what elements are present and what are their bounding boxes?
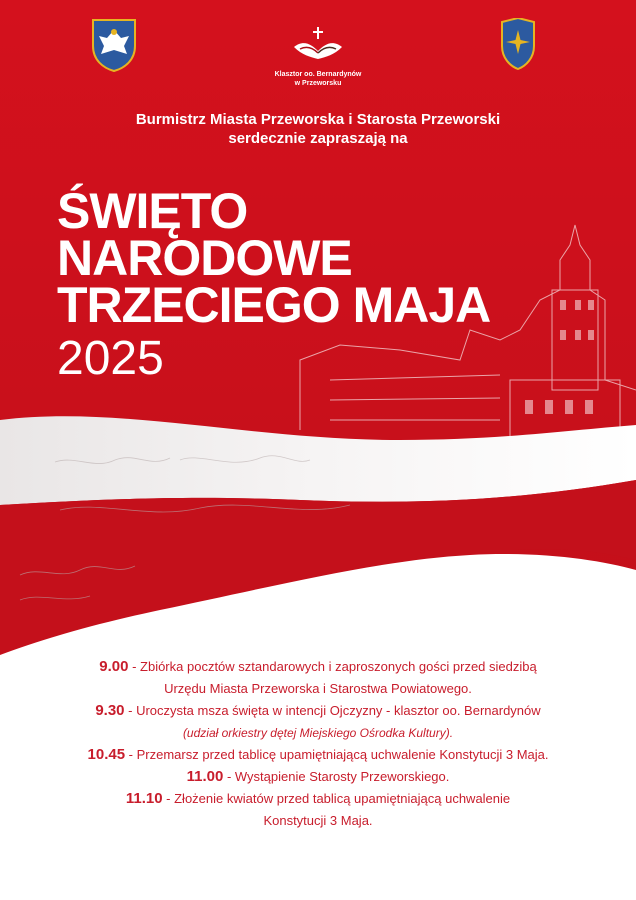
program-line (0, 788, 636, 810)
program-text: - Uroczysta msza święta w intencji Ojczyzny - klasztor oo. Bernardynów (124, 703, 541, 718)
monastery-emblem-icon (290, 25, 346, 65)
program-line (0, 700, 636, 722)
program-time: 9.00 (99, 658, 129, 675)
program-time: 9.30 (95, 702, 125, 719)
event-year: 2025 (57, 332, 164, 385)
monastery-caption (238, 70, 398, 88)
invitation-line1: Burmistrz Miasta Przeworska i Starosta Przeworski (135, 111, 501, 128)
program-text: Konstytucji 3 Maja. (263, 813, 373, 828)
program-text: - Zbiórka pocztów sztandarowych i zaproszonych gości przed siedzibą (128, 659, 537, 674)
monastery-caption-line2: w Przeworsku (294, 80, 342, 87)
program-note: (udział orkiestry dętej Miejskiego Ośrodka Kultury). (182, 726, 454, 740)
town-crest-icon (496, 18, 540, 70)
program-text: Urzędu Miasta Przeworska i Starostwa Powiatowego. (164, 681, 472, 696)
program-text: - Złożenie kwiatów przed tablicą upamiętniającą uchwalenie (162, 791, 511, 806)
event-title (57, 183, 491, 333)
title-line1: ŚWIĘTO (57, 183, 248, 239)
program-time: 11.10 (125, 790, 163, 807)
program-line (0, 810, 636, 832)
program-line (0, 656, 636, 678)
program-line (0, 678, 636, 700)
program-text: - Wystąpienie Starosty Przeworskiego. (223, 769, 450, 784)
monastery-caption-line1: Klasztor oo. Bernardynów (274, 71, 362, 78)
program-schedule (0, 656, 636, 832)
county-crest-icon (91, 18, 137, 72)
program-line (0, 744, 636, 766)
title-line3: TRZECIEGO MAJA (57, 277, 491, 333)
title-line2: NARODOWE (57, 230, 352, 286)
program-text: - Przemarsz przed tablicę upamiętniającą uchwalenie Konstytucji 3 Maja. (125, 747, 549, 762)
invitation-line2: serdecznie zapraszają na (228, 130, 408, 147)
program-line (0, 766, 636, 788)
program-time: 11.00 (186, 768, 224, 785)
invitation-text (0, 110, 636, 148)
program-time: 10.45 (87, 746, 126, 763)
